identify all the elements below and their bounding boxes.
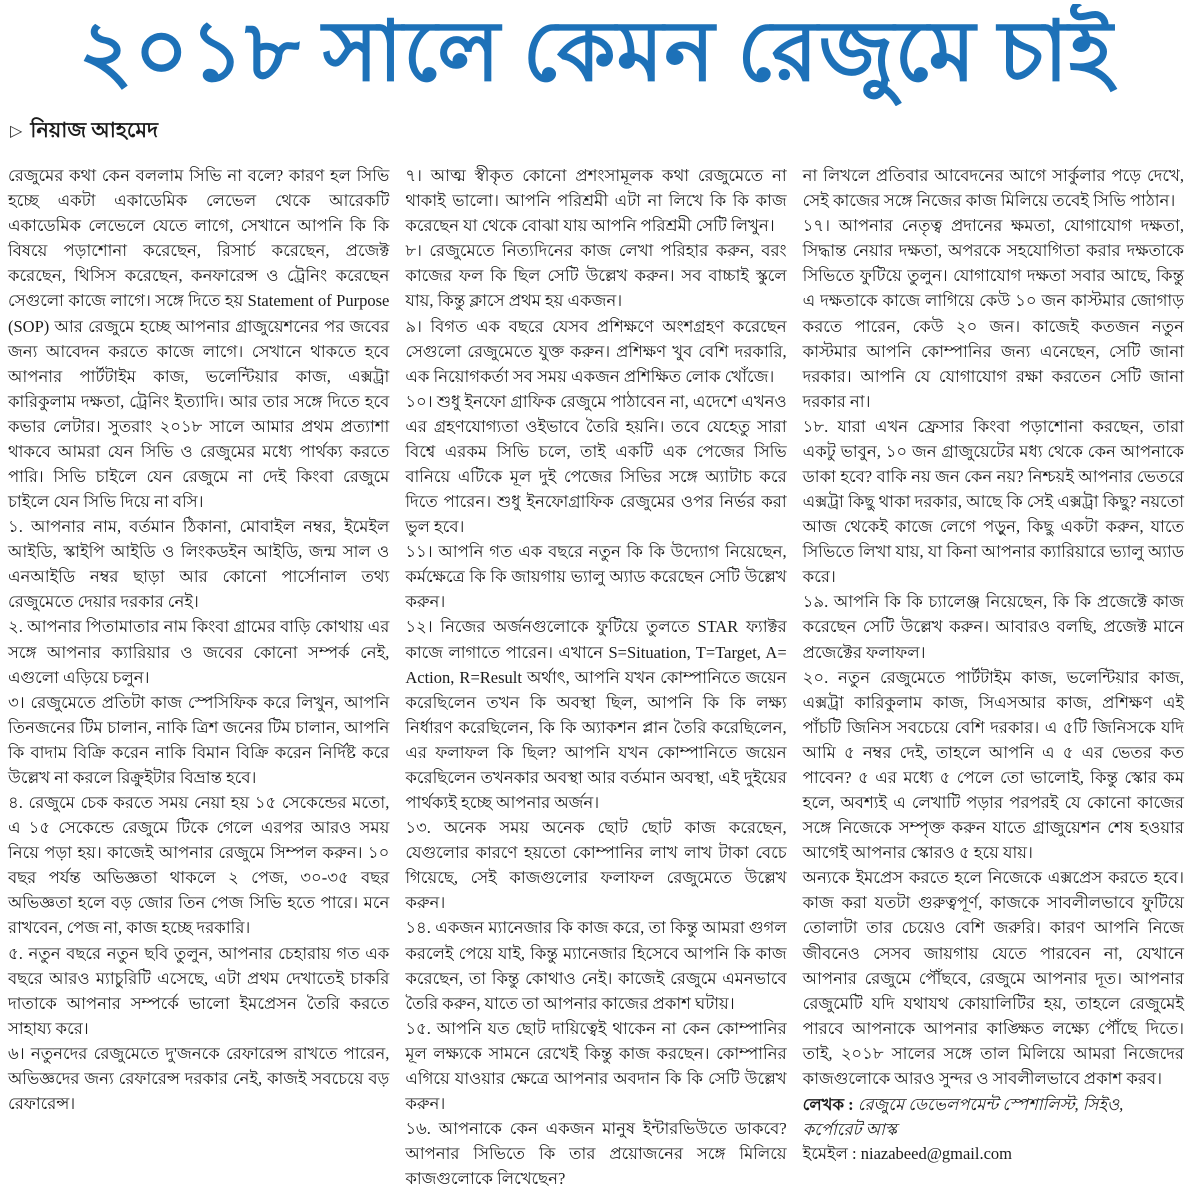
- paragraph: ১৯. আপনি কি কি চ্যালেঞ্জ নিয়েছেন, কি কি প্রজেক্টে কাজ করেছেন সেটি উল্লেখ করুন। আবারও বলছি, প্রজেক্ট মানে প্রজেক্টের ফলাফল।: [802, 592, 1184, 662]
- paragraph: ২. আপনার পিতামাতার নাম কিংবা গ্রামের বাড়ি কোথায় এর সঙ্গে আপনার ক্যারিয়ার ও জবের কোনো সম্পর্ক নেই, এগুলো এড়িয়ে চলুন।: [8, 617, 390, 687]
- article-footer: [803, 1093, 1184, 1167]
- paragraph: ১৬. আপনাকে কেন একজন মানুষ ইন্টারভিউতে ডাকবে? আপনার সিভিতে কি তার প্রয়োজনের সঙ্গে মিলিয়ে কাজগুলোকে লিখেছেন?: [405, 1119, 787, 1189]
- byline-author: নিয়াজ আহমেদ: [30, 118, 159, 143]
- paragraph: ১৩. অনেক সময় অনেক ছোট ছোট কাজ করেছেন, যেগুলোর কারণে হয়তো কোম্পানির লাখ লাখ টাকা বেচে গিয়েছে, সেই কাজগুলোর ফলাফল রেজুমেতে উল্লেখ করুন।: [405, 818, 787, 913]
- paragraph: ১. আপনার নাম, বর্তমান ঠিকানা, মোবাইল নম্বর, ইমেইল আইডি, স্কাইপি আইডি ও লিংকডইন আইডি, জন্ম সাল ও এনআইডি নম্বর ছাড়া আর কোনো পার্সোনাল তথ্য রেজুমেতে দেয়ার দরকার নেই।: [8, 517, 390, 612]
- email-line: [803, 1142, 1184, 1167]
- paragraph: ৮। রেজুমেতে নিত্যদিনের কাজ লেখা পরিহার করুন, বরং কাজের ফল কি ছিল সেটি উল্লেখ করুন। সব বাচ্চাই স্কুলে যায়, কিন্তু ক্লাসে প্রথম হয় একজন।: [405, 241, 787, 311]
- author-credit-line: [803, 1093, 1184, 1143]
- paragraph: ১১। আপনি গত এক বছরে নতুন কি কি উদ্যোগ নিয়েছেন, কর্মক্ষেত্রে কি কি জায়গায় ভ্যালু অ্যাড করেছেন সেটি উল্লেখ করুন।: [405, 542, 787, 612]
- article-headline: ২০১৮ সালে কেমন রেজুমে চাই: [78, 6, 1114, 99]
- paragraph: রেজুমের কথা কেন বললাম সিভি না বলে? কারণ হল সিভি হচ্ছে একটা একাডেমিক লেভেল থেকে আরেকটি একাডেমিক লেভেলে যেতে লাগে, সেখানে আপনি কি কি বিষয়ে পড়াশোনা করেছেন, রিসার্চ করেছেন, প্রজেক্ট করেছেন, থিসিস করেছেন, কনফারেন্স ও ট্রেনিং করেছেন সেগুলো কাজে লাগে। সঙ্গে দিতে হয় Statement of Purpose (SOP) আর রেজুমে হচ্ছে আপনার গ্রাজুয়েশনের পর জবের জন্য আবেদন করতে কাজে লাগে। সেখানে থাকতে হবে আপনার পার্টটাইম কাজ, ভলেন্টিয়ার কাজ, এক্সট্রা কারিকুলাম দক্ষতা, ট্রেনিং ইত্যাদি। আর তার সঙ্গে দিতে হবে কভার লেটার। সুতরাং ২০১৮ সালে আমার প্রথম প্রত্যাশা থাকবে আমরা যেন সিভি ও রেজুমের মধ্যে পার্থক্য করতে পারি। সিভি চাইলে যেন রেজুমে না দেই কিংবা রেজুমে চাইলে যেন সিভি দিয়ে না বসি।: [8, 166, 390, 512]
- article-column-3-paragraphs: [803, 163, 1184, 1091]
- email-label: ইমেইল :: [802, 1144, 857, 1164]
- author-label: লেখক :: [802, 1094, 854, 1114]
- article-column-3: [803, 163, 1184, 1167]
- paragraph: ৯। বিগত এক বছরে যেসব প্রশিক্ষণে অংশগ্রহণ করেছেন সেগুলো রেজুমেতে যুক্ত করুন। প্রশিক্ষণ খুব বেশি দরকারি, এক নিয়োগকর্তা সব সময় একজন প্রশিক্ষিত লোক খোঁজে।: [405, 316, 787, 386]
- paragraph: ১০। শুধু ইনফো গ্রাফিক রেজুমে পাঠাবেন না, এদেশে এখনও এর গ্রহণযোগ্যতা ওইভাবে তৈরি হয়নি। তবে যেহেতু সারা বিশ্বে এরকম সিভি চলে, তাই একটি এক পেজের সিভি বানিয়ে এটিকে মূল দুই পেজের সিভির সঙ্গে অ্যাটাচ করে দিতে পারেন। শুধু ইনফোগ্রাফিক রেজুমের ওপর নির্ভর করা ভুল হবে।: [405, 391, 787, 537]
- paragraph: ১৭। আপনার নেতৃত্ব প্রদানের ক্ষমতা, যোগাযোগ দক্ষতা, সিদ্ধান্ত নেয়ার দক্ষতা, অপরকে সহযোগিতা করার দক্ষতাকে সিভিতে ফুটিয়ে তুলুন। যোগাযোগ দক্ষতা সবার আছে, কিন্তু এ দক্ষতাকে কাজে লাগিয়ে কেউ ১০ জন কাস্টমার জোগাড় করতে পারেন, কেউ ২০ জন। কাজেই কতজন নতুন কাস্টমার আপনি কোম্পানির জন্য এনেছেন, সেটি জানা দরকার। আপনি যে যোগাযোগ রক্ষা করতেন সেটি জানা দরকার না।: [802, 216, 1184, 411]
- paragraph: ২০. নতুন রেজুমেতে পার্টটাইম কাজ, ভলেন্টিয়ার কাজ, এক্সট্রা কারিকুলাম কাজ, সিএসআর কাজ, প্রশিক্ষণ এই পাঁচটি জিনিস সবচেয়ে বেশি দরকার। এ ৫টি জিনিসকে যদি আমি ৫ নম্বর দেই, তাহলে আপনি এ ৫ এর ভেতর কত পাবেন? ৫ এর মধ্যে ৫ পেলে তো ভালোই, কিন্তু স্কোর কম হলে, অবশ্যই এ লেখাটি পড়ার পরপরই যে কোনো কাজের সঙ্গে নিজেকে সম্পৃক্ত করুন যাতে গ্রাজুয়েশন শেষ হওয়ার আগেই আপনার স্কোরও ৫ হয়ে যায়।: [802, 667, 1184, 863]
- paragraph: না লিখলে প্রতিবার আবেদনের আগে সার্কুলার পড়ে দেখে, সেই কাজের সঙ্গে নিজের কাজ মিলিয়ে তবেই সিভি পাঠান।: [802, 166, 1184, 211]
- paragraph: ৬। নতুনদের রেজুমেতে দু'জনকে রেফারেন্স রাখতে পারেন, অভিজ্ঞদের জন্য রেফারেন্স দরকার নেই, কাজই সবচেয়ে বড় রেফারেন্স।: [8, 1043, 390, 1113]
- paragraph: ১৫. আপনি যত ছোট দায়িত্বেই থাকেন না কেন কোম্পানির মূল লক্ষ্যকে সামনে রেখেই কিন্তু কাজ করছেন। কোম্পানির এগিয়ে যাওয়ার ক্ষেত্রে আপনার অবদান কি কি সেটি উল্লেখ করুন।: [405, 1018, 787, 1113]
- article-column-2: [405, 163, 786, 1191]
- paragraph: ৩। রেজুমেতে প্রতিটা কাজ স্পেসিফিক করে লিখুন, আপনি তিনজনের টিম চালান, নাকি ত্রিশ জনের টিম চালান, আপনি কি বাদাম বিক্রি করেন নাকি বিমান বিক্রি করেন নির্দিষ্ট করে উল্লেখ না করলে রিক্রুইটার বিভ্রান্ত হবে।: [8, 692, 390, 787]
- byline-triangle-icon: ▷: [10, 122, 23, 140]
- paragraph: অন্যকে ইমপ্রেস করতে হলে নিজেকে এক্সপ্রেস করতে হবে। কাজ করা যতটা গুরুত্বপূর্ণ, কাজকে সাবলীলভাবে ফুটিয়ে তোলাটা তার চেয়েও বেশি জরুরি। কারণ আপনি নিজে জীবনেও সেসব জায়গায় যেতে পারবেন না, যেখানে আপনার রেজুমে পৌঁছবে, রেজুমে আপনার দূত। আপনার রেজুমেটি যদি যথাযথ কোয়ালিটির হয়, তাহলে রেজুমেই পারবে আপনাকে আপনার কাঙ্ক্ষিত লক্ষ্যে পৌঁছে দিতে। তাই, ২০১৮ সালের সঙ্গে তাল মিলিয়ে আমরা নিজেদের কাজগুলোকে আরও সুন্দর ও সাবলীলভাবে প্রকাশ করব।: [802, 868, 1184, 1088]
- article-body: [8, 163, 1184, 1191]
- byline: [10, 114, 1184, 149]
- paragraph: ১২। নিজের অর্জনগুলোকে ফুটিয়ে তুলতে STAR ফ্যাক্টর কাজে লাগাতে পারেন। এখানে S=Situation, T=Target, A= Action, R=Result অর্থাৎ, আপনি যখন কোম্পানিতে জয়েন করেছিলেন তখন কি অবস্থা ছিল, আপনি কি কি লক্ষ্য নির্ধারণ করেছিলেন, কি কি অ্যাকশন প্লান তৈরি করেছিলেন, এর ফলাফল কি ছিল? আপনি যখন কোম্পানিতে জয়েন করেছিলেন তখনকার অবস্থা আর বর্তমান অবস্থা, এই দুইয়ের পার্থক্যই হচ্ছে আপনার অর্জন।: [405, 617, 787, 813]
- paragraph: ১৪. একজন ম্যানেজার কি কাজ করে, তা কিন্তু আমরা গুগল করলেই পেয়ে যাই, কিন্তু ম্যানেজার হিসেবে আপনি কি কাজ করেছেন, তা কিন্তু কোথাও নেই। কাজেই রেজুমে এমনভাবে তৈরি করুন, যাতে তা আপনার কাজের প্রকাশ ঘটায়।: [405, 918, 787, 1013]
- paragraph: ৪. রেজুমে চেক করতে সময় নেয়া হয় ১৫ সেকেন্ডের মতো, এ ১৫ সেকেন্ডে রেজুমে টিকে গেলে এরপর আরও সময় নিয়ে পড়া হয়। কাজেই আপনার রেজুমে সিম্পল করুন। ১০ বছর পর্যন্ত অভিজ্ঞতা থাকলে ২ পেজ, ৩০-৩৫ বছর অভিজ্ঞতা হলে বড় জোর তিন পেজ সিভি হতে পারে। মনে রাখবেন, পেজ না, কাজ হচ্ছে দরকারি।: [8, 793, 390, 938]
- article-column-1: [8, 163, 389, 1116]
- email-address: niazabeed@gmail.com: [860, 1144, 1013, 1164]
- paragraph: ১৮. যারা এখন ফ্রেসার কিংবা পড়াশোনা করছেন, তারা একটু ভাবুন, ১০ জন গ্রাজুয়েটের মধ্য থেকে কেন আপনাকে ডাকা হবে? বাকি নয় জন কেন নয়? নিশ্চয়ই আপনার ভেতরে এক্সট্রা কিছু থাকা দরকার, আছে কি সেই এক্সট্রা কিছু? নয়তো আজ থেকেই কাজে লেগে পড়ুন, কিছু একটা করুন, যাতে সিভিতে লিখা যায়, যা কিনা আপনার ক্যারিয়ারে ভ্যালু অ্যাড করে।: [802, 416, 1184, 587]
- paragraph: ৭। আত্ম স্বীকৃত কোনো প্রশংসামূলক কথা রেজুমেতে না থাকাই ভালো। আপনি পরিশ্রমী এটা না লিখে কি কি কাজ করেছেন যা থেকে বোঝা যায় আপনি পরিশ্রমী সেটি লিখুন।: [405, 166, 787, 236]
- author-description: রেজুমে ডেভেলপমেন্ট স্পেশালিস্ট, সিইও, কর্পোরেট আস্ক: [802, 1094, 1124, 1139]
- paragraph: ৫. নতুন বছরে নতুন ছবি তুলুন, আপনার চেহারায় গত এক বছরে আরও ম্যাচুরিটি এসেছে, এটা প্রথম দেখাতেই চাকরি দাতাকে আপনার সম্পর্কে ভালো ইমপ্রেসন তৈরি করতে সাহায্য করে।: [8, 943, 390, 1038]
